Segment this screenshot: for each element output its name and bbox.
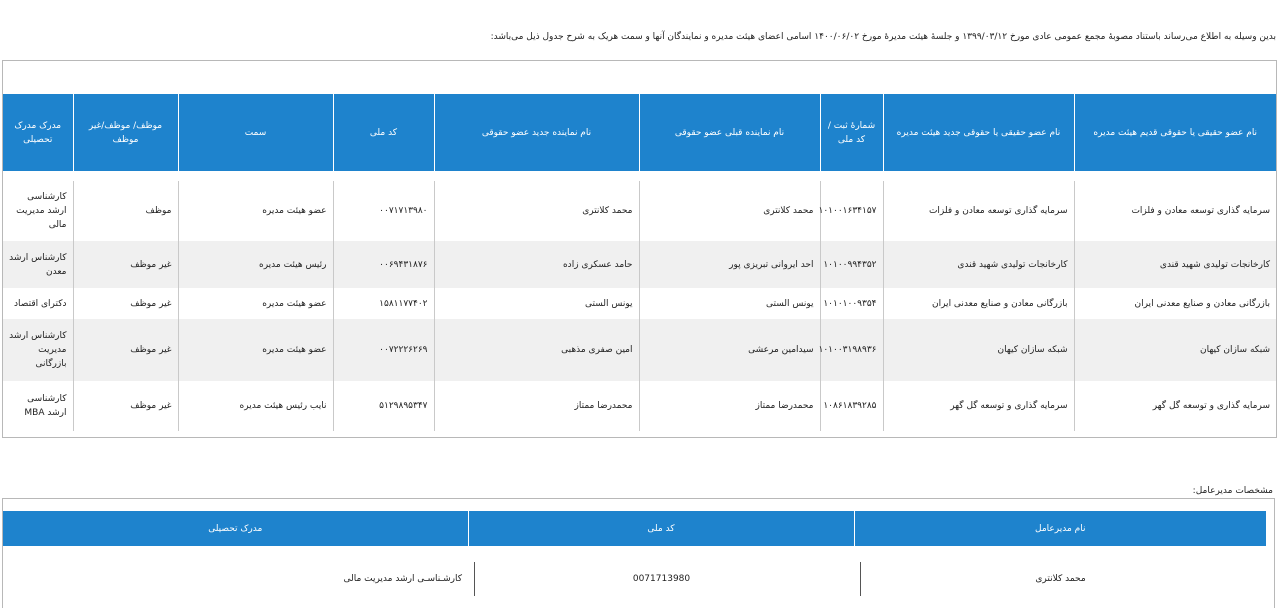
col-new-member-header: نام عضو حقیقی یا حقوقی جدید هیئت مدیره <box>883 94 1074 171</box>
old-member-cell: سرمایه گذاری توسعه معادن و فلزات <box>1074 181 1276 241</box>
duty-status-cell: غیر موظف <box>73 319 178 381</box>
prev-rep-cell: محمد کلانتری <box>639 181 820 241</box>
col-duty-status-header: موظف/ موظف/غیر موظف <box>73 94 178 171</box>
table-row <box>3 546 1266 611</box>
ceo-table-header-row <box>3 511 1266 546</box>
national-id-cell: ۰۰۷۱۷۱۳۹۸۰ <box>333 181 434 241</box>
ceo-panel <box>2 498 1275 608</box>
ceo-section-label: مشخصات مدیرعامل: <box>1192 486 1273 496</box>
new-rep-cell: محمد کلانتری <box>434 181 639 241</box>
col-new-rep-header: نام نماینده جدید عضو حقوقی <box>434 94 639 171</box>
col-ceo-national-id-header: کد ملی <box>468 511 854 546</box>
table-row <box>3 181 1276 241</box>
board-table-header-row <box>3 94 1276 171</box>
col-degree-header: مدرک مدرک تحصیلی <box>3 94 73 171</box>
new-rep-cell: حامد عسکری زاده <box>434 241 639 288</box>
prev-rep-cell: احد ایروانی تبریزی پور <box>639 241 820 288</box>
registration-cell: ۱۰۸۶۱۸۳۹۲۸۵ <box>820 381 883 431</box>
registration-cell: ۱۰۱۰۰۳۱۹۸۹۳۶ <box>820 319 883 381</box>
ceo-degree-cell: کارشـناسـی ارشد مدیریت مالی <box>343 573 462 584</box>
degree-cell: کارشناسی ارشد MBA <box>24 394 67 418</box>
position-cell: نایب رئیس هیئت مدیره <box>178 381 333 431</box>
new-member-cell: کارخانجات تولیدی شهید قندی <box>883 241 1074 288</box>
table-row <box>3 288 1276 319</box>
col-ceo-name-header: نام مدیرعامل <box>854 511 1266 546</box>
intro-text: بدین وسیله به اطلاع می‌رساند باستناد مصوبهٔ مجمع عمومی عادی مورخ ۱۳۹۹/۰۳/۱۲ و جلسهٔ هیئت مدیرهٔ مورخ ۱۴۰۰/۰۶/۰۲ اسامی اعضای هیئت مدیره و نمایندگان آنها و سمت هریک به شرح جدول ذیل می‌باشد: <box>490 32 1276 42</box>
col-registration-header: شمارهٔ ثبت / کد ملی <box>820 94 883 171</box>
col-ceo-degree-header: مدرک تحصیلی <box>3 511 468 546</box>
table-row <box>3 241 1276 288</box>
old-member-cell: کارخانجات تولیدی شهید قندی <box>1074 241 1276 288</box>
degree-cell: کارشناس ارشد مدیریت بازرگانی <box>3 319 73 381</box>
board-members-panel <box>2 60 1277 438</box>
degree-cell: کارشناس ارشد معدن <box>3 241 73 288</box>
degree-cell: دکترای اقتصاد <box>14 298 67 309</box>
national-id-cell: ۱۵۸۱۱۷۷۴۰۲ <box>333 288 434 319</box>
new-member-cell: شبکه سازان کیهان <box>883 319 1074 381</box>
national-id-cell: ۰۰۶۹۴۳۱۸۷۶ <box>333 241 434 288</box>
position-cell: رئیس هیئت مدیره <box>178 241 333 288</box>
new-member-cell: سرمایه گذاری توسعه معادن و فلزات <box>883 181 1074 241</box>
duty-status-cell: غیر موظف <box>73 381 178 431</box>
new-member-cell: بازرگانی معادن و صنایع معدنی ایران <box>883 288 1074 319</box>
table-row <box>3 319 1276 381</box>
position-cell: عضو هیئت مدیره <box>178 288 333 319</box>
new-member-cell: سرمایه گذاری و توسعه گل گهر <box>883 381 1074 431</box>
old-member-cell: شبکه سازان کیهان <box>1074 319 1276 381</box>
col-national-id-header: کد ملی <box>333 94 434 171</box>
position-cell: عضو هیئت مدیره <box>178 181 333 241</box>
old-member-cell: بازرگانی معادن و صنایع معدنی ایران <box>1074 288 1276 319</box>
ceo-name-cell: محمد کلانتری <box>860 562 1260 596</box>
old-member-cell: سرمایه گذاری و توسعه گل گهر <box>1074 381 1276 431</box>
duty-status-cell: غیر موظف <box>73 241 178 288</box>
prev-rep-cell: سیدامین مرعشی <box>639 319 820 381</box>
ceo-table <box>3 511 1266 611</box>
duty-status-cell: موظف <box>73 181 178 241</box>
col-old-member-header: نام عضو حقیقی یا حقوقی قدیم هیئت مدیره <box>1074 94 1276 171</box>
national-id-cell: ۰۰۷۲۲۲۶۲۶۹ <box>333 319 434 381</box>
col-position-header: سمت <box>178 94 333 171</box>
table-row <box>3 381 1276 431</box>
position-cell: عضو هیئت مدیره <box>178 319 333 381</box>
new-rep-cell: محمدرضا ممتاز <box>434 381 639 431</box>
new-rep-cell: امین صفری مذهبی <box>434 319 639 381</box>
national-id-cell: ۵۱۲۹۸۹۵۳۴۷ <box>333 381 434 431</box>
registration-cell: ۱۰۱۰۰۹۹۴۳۵۲ <box>820 241 883 288</box>
board-members-table <box>3 94 1276 431</box>
new-rep-cell: یونس الستی <box>434 288 639 319</box>
prev-rep-cell: محمدرضا ممتاز <box>639 381 820 431</box>
degree-cell: کارشناسی ارشد مدیریت مالی <box>16 192 67 230</box>
registration-cell: ۱۰۱۰۱۰۰۹۳۵۴ <box>820 288 883 319</box>
col-prev-rep-header: نام نماینده قبلی عضو حقوقی <box>639 94 820 171</box>
registration-cell: ۱۰۱۰۰۱۶۳۴۱۵۷ <box>820 181 883 241</box>
duty-status-cell: غیر موظف <box>73 288 178 319</box>
ceo-national-id-cell: 0071713980 <box>474 562 848 596</box>
prev-rep-cell: یونس الستی <box>639 288 820 319</box>
